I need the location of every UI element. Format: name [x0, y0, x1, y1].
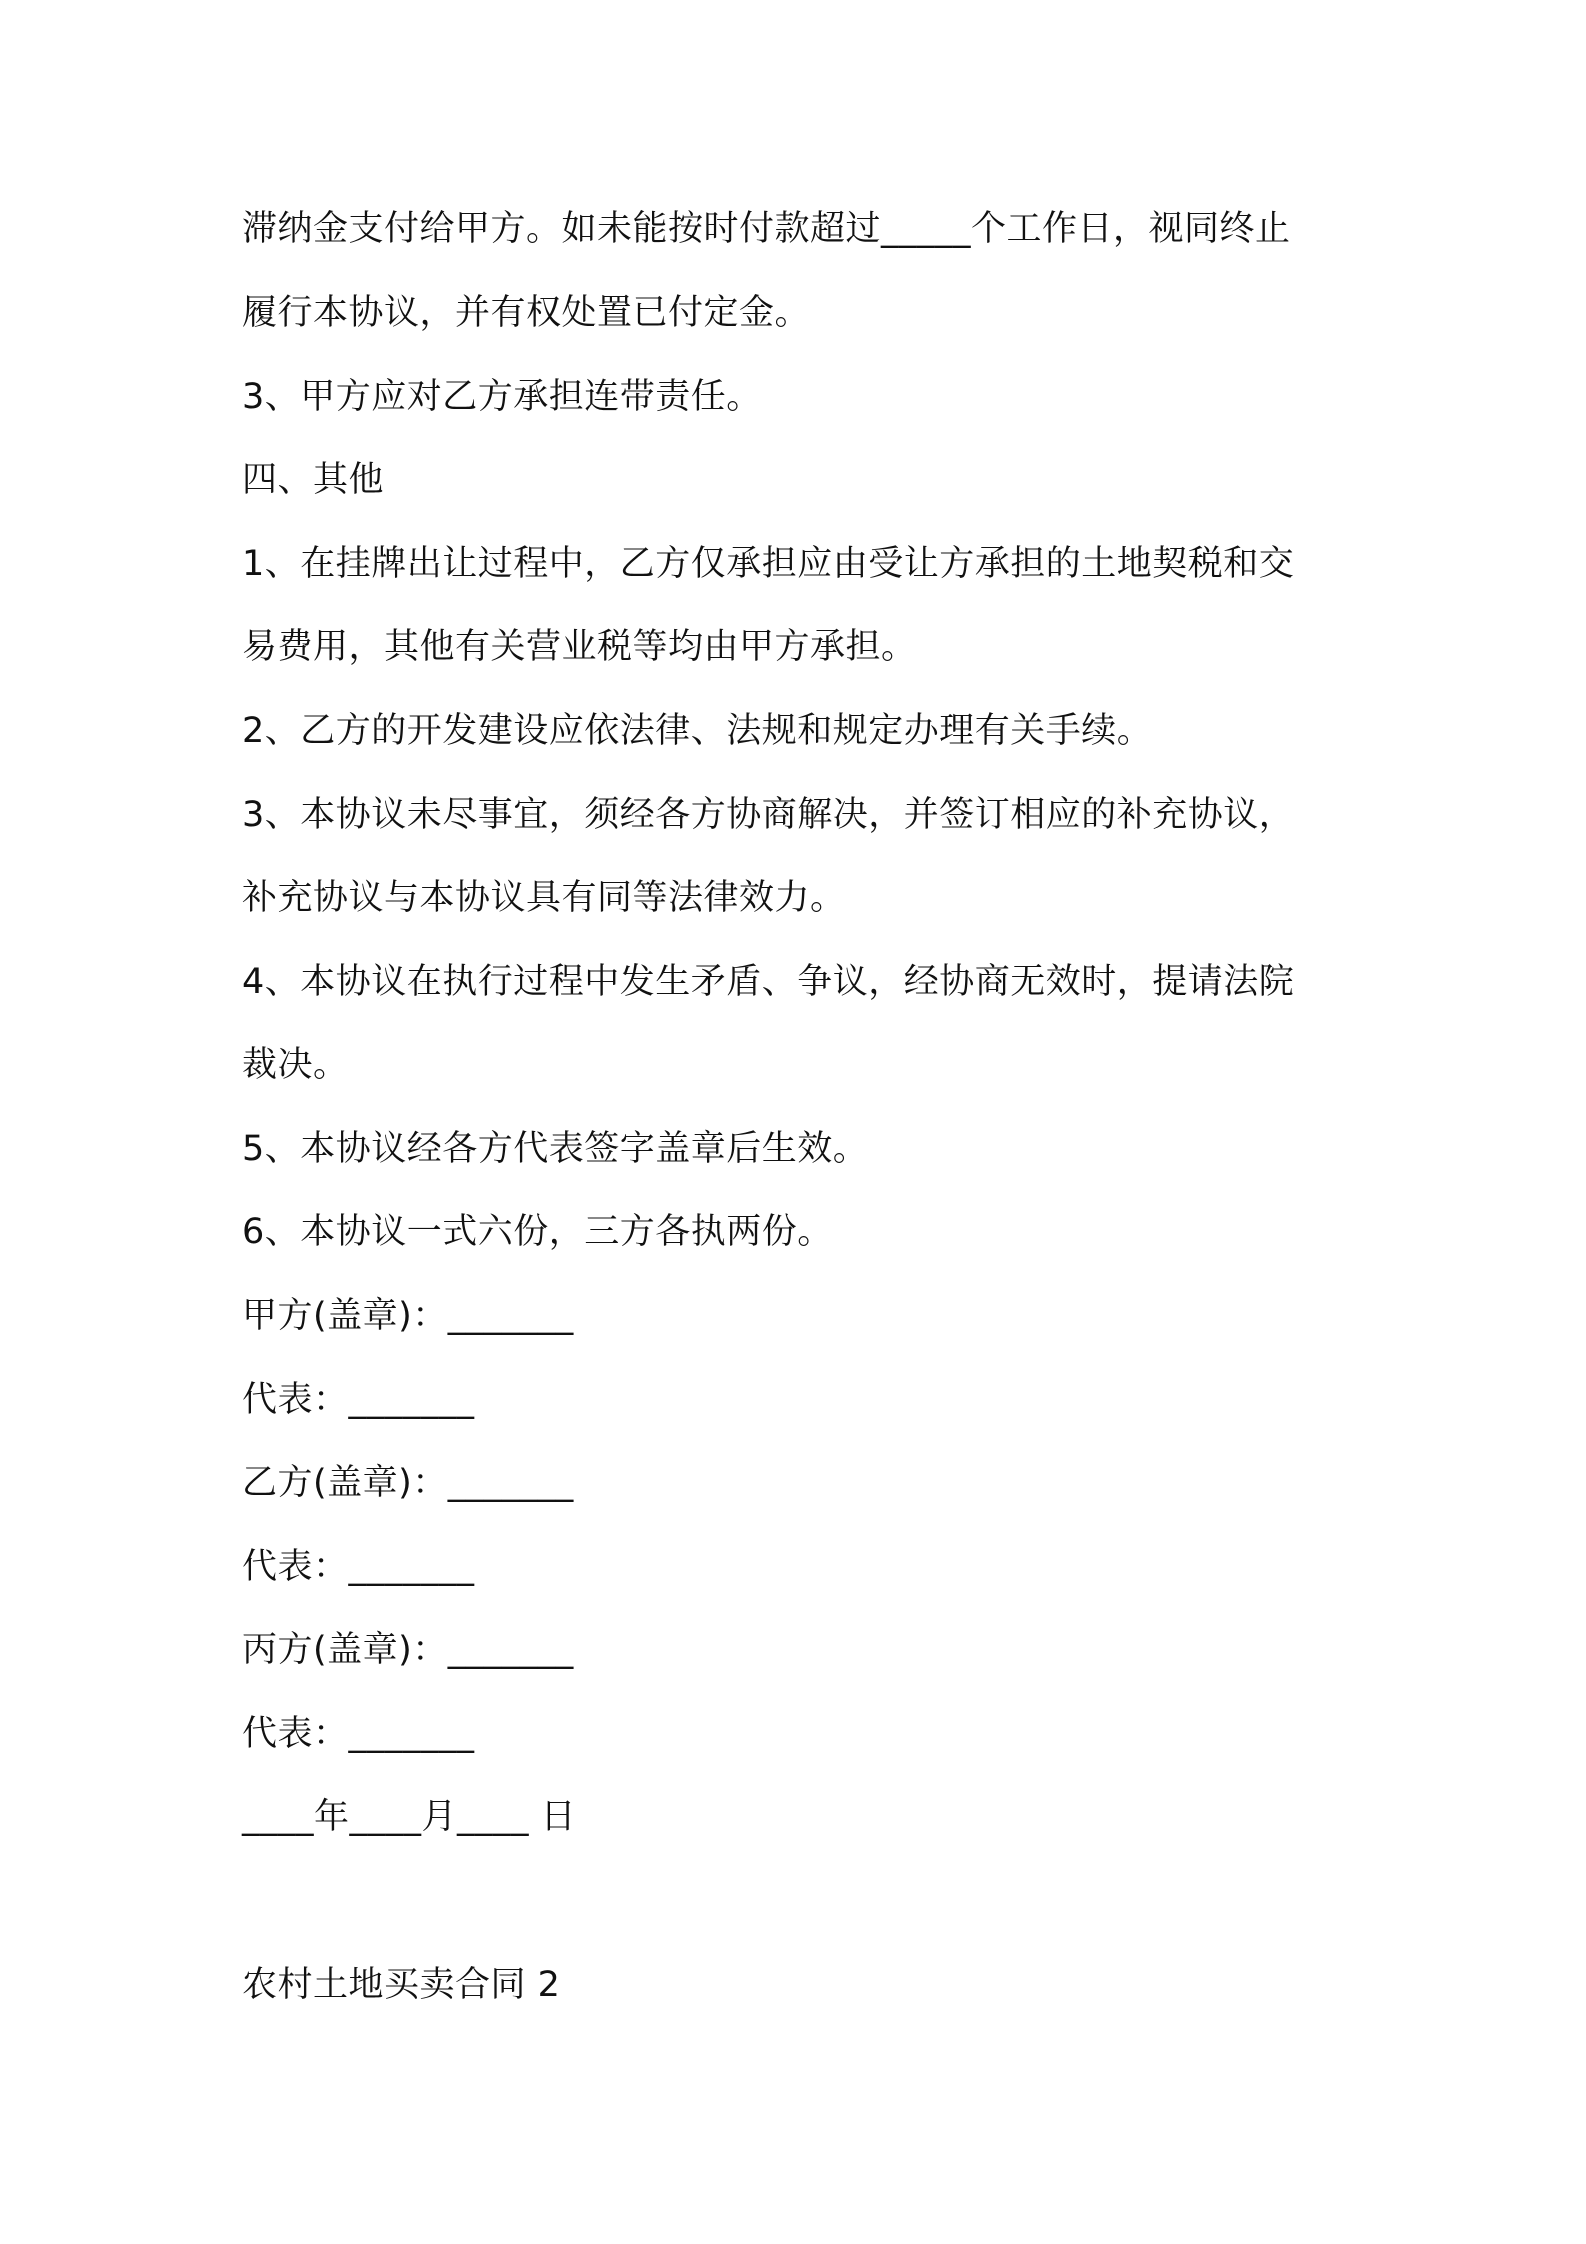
paragraph-line: 裁决。 — [242, 1045, 349, 1085]
signature-party-c: 丙方(盖章)：_______ — [242, 1630, 574, 1670]
clause-item: 3、本协议未尽事宜，须经各方协商解决，并签订相应的补充协议， — [242, 795, 1295, 835]
signature-representative-c: 代表：_______ — [242, 1714, 475, 1754]
section-heading: 四、其他 — [242, 460, 385, 500]
paragraph-line: 滞纳金支付给甲方。如未能按时付款超过_____个工作日，视同终止 — [242, 209, 1291, 249]
clause-item: 1、在挂牌出让过程中，乙方仅承担应由受让方承担的土地契税和交 — [242, 544, 1295, 584]
signature-representative-b: 代表：_______ — [242, 1547, 475, 1587]
signature-party-a: 甲方(盖章)：_______ — [242, 1296, 574, 1336]
paragraph-line: 易费用，其他有关营业税等均由甲方承担。 — [242, 627, 917, 667]
date-line: ____年____月____ 日 — [242, 1797, 577, 1837]
signature-party-b: 乙方(盖章)：_______ — [242, 1463, 574, 1503]
clause-item: 6、本协议一式六份，三方各执两份。 — [242, 1212, 833, 1252]
paragraph-line: 补充协议与本协议具有同等法律效力。 — [242, 878, 846, 918]
clause-item: 5、本协议经各方代表签字盖章后生效。 — [242, 1129, 869, 1169]
clause-item: 3、甲方应对乙方承担连带责任。 — [242, 377, 762, 417]
signature-representative-a: 代表：_______ — [242, 1380, 475, 1420]
clause-item: 4、本协议在执行过程中发生矛盾、争议，经协商无效时，提请法院 — [242, 962, 1295, 1002]
document-title: 农村土地买卖合同 2 — [242, 1965, 561, 2005]
clause-item: 2、乙方的开发建设应依法律、法规和规定办理有关手续。 — [242, 711, 1153, 751]
paragraph-line: 履行本协议，并有权处置已付定金。 — [242, 293, 811, 333]
